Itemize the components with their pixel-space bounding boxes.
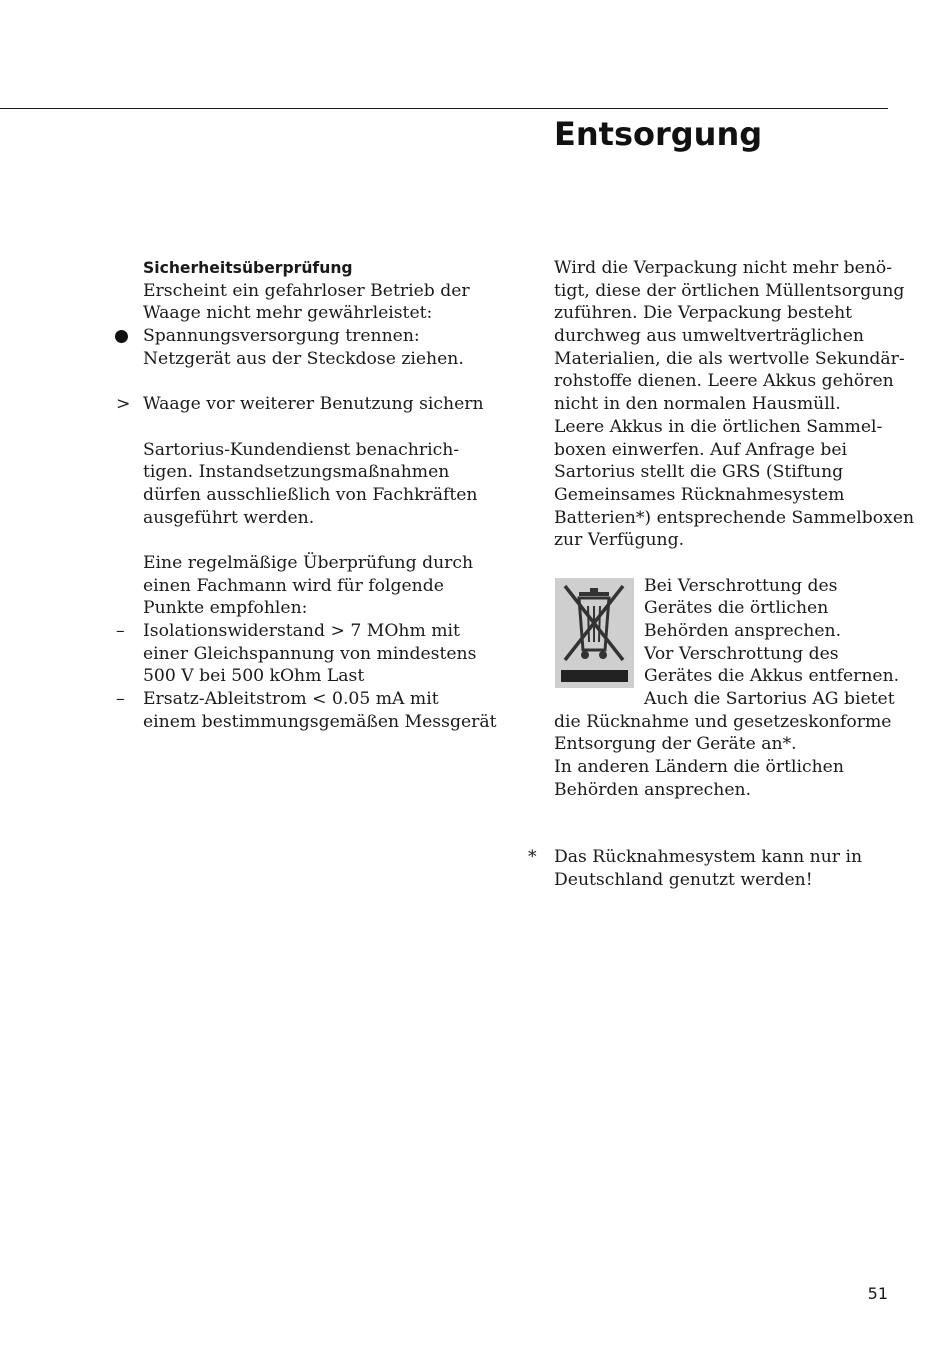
packaging-line: zuführen. Die Verpackung besteht — [554, 303, 853, 324]
footnote-line: Das Rücknahmesystem kann nur in — [554, 847, 863, 867]
dash-marker: – — [116, 621, 125, 641]
packaging-line: Wird die Verpackung nicht mehr benö- — [554, 258, 893, 278]
scrapping-line: In anderen Ländern die örtlichen — [554, 757, 844, 778]
check-line: Eine regelmäßige Überprüfung durch — [143, 552, 474, 573]
scrapping-line: Vor Verschrottung des — [644, 643, 839, 664]
action-text: Waage vor weiterer Benutzung sichern — [143, 394, 484, 415]
packaging-line: rohstoffe dienen. Leere Akkus gehören — [554, 371, 894, 392]
left-column — [116, 257, 497, 733]
check-line: Punkte empfohlen: — [143, 598, 308, 619]
dash-line: 500 V bei 500 kOhm Last — [143, 666, 365, 687]
scrapping-line: Bei Verschrottung des — [644, 575, 838, 596]
scrapping-line: die Rücknahme und gesetzeskonforme — [554, 711, 892, 732]
packaging-paragraph — [554, 257, 915, 552]
service-paragraph — [143, 439, 488, 530]
scrapping-line: Behörden ansprechen. — [554, 779, 752, 800]
packaging-line: boxen einwerfen. Auf Anfrage bei — [554, 439, 848, 460]
page-number: 51 — [867, 1284, 888, 1303]
bullet-item — [143, 325, 488, 370]
scrapping-line: Gerätes die örtlichen — [644, 598, 829, 619]
service-line: Sartorius-Kundendienst benachrich- — [143, 439, 460, 460]
packaging-line: Sartorius stellt die GRS (Stiftung — [554, 462, 844, 483]
packaging-line: Leere Akkus in die örtlichen Sammel- — [554, 416, 883, 437]
bullet-line: Spannungsversorgung trennen: — [143, 326, 420, 347]
dash-line: Isolationswiderstand > 7 MOhm mit — [143, 621, 460, 641]
packaging-line: durchweg aus umweltverträglichen — [554, 326, 864, 347]
right-column — [554, 257, 915, 802]
service-line: dürfen ausschließlich von Fachkräften — [143, 484, 478, 505]
bullet-dot-icon — [115, 330, 128, 343]
dash-item — [116, 688, 497, 733]
dash-marker: – — [116, 689, 125, 710]
check-line: einen Fachmann wird für folgende — [143, 575, 444, 596]
action-marker: > — [116, 394, 131, 415]
section-heading: Sicherheitsüberprüfung — [143, 259, 353, 277]
dash-item — [116, 620, 488, 688]
service-line: ausgeführt werden. — [143, 507, 315, 528]
page-title: Entsorgung — [554, 115, 763, 153]
footnote-line: Deutschland genutzt werden! — [554, 869, 813, 890]
dash-line: Ersatz-Ableitstrom < 0.05 mA mit — [143, 689, 439, 710]
footnote-marker: * — [528, 847, 537, 867]
packaging-line: Batterien*) entsprechende Sammelboxen — [554, 507, 915, 528]
scrapping-line: Gerätes die Akkus entfernen. — [644, 666, 900, 687]
scrapping-line: Auch die Sartorius AG bietet — [644, 689, 895, 710]
packaging-line: nicht in den normalen Hausmüll. — [554, 394, 841, 415]
scrapping-line: Behörden ansprechen. — [644, 621, 842, 641]
scrapping-full — [554, 711, 899, 802]
action-item — [116, 393, 488, 416]
intro-line: Erscheint ein gefahrloser Betrieb der — [143, 280, 470, 301]
intro-line: Waage nicht mehr gewährleistet: — [143, 303, 433, 324]
header-rule — [0, 108, 888, 109]
dash-line: einer Gleichspannung von mindestens — [143, 643, 477, 664]
scrapping-line: Entsorgung der Geräte an*. — [554, 734, 797, 755]
packaging-line: tigt, diese der örtlichen Müllentsorgung — [554, 280, 905, 301]
dash-line: einem bestimmungsgemäßen Messgerät — [143, 711, 497, 732]
service-line: tigen. Instandsetzungsmaßnahmen — [143, 462, 450, 483]
packaging-line: zur Verfügung. — [554, 530, 685, 551]
packaging-line: Gemeinsames Rücknahmesystem — [554, 484, 845, 505]
check-paragraph — [143, 552, 488, 620]
footnote — [528, 846, 899, 891]
bullet-line: Netzgerät aus der Steckdose ziehen. — [143, 348, 464, 369]
packaging-line: Materialien, die als wertvolle Sekundär- — [554, 348, 905, 369]
crossed-out-wheelie-bin-icon — [555, 578, 634, 688]
